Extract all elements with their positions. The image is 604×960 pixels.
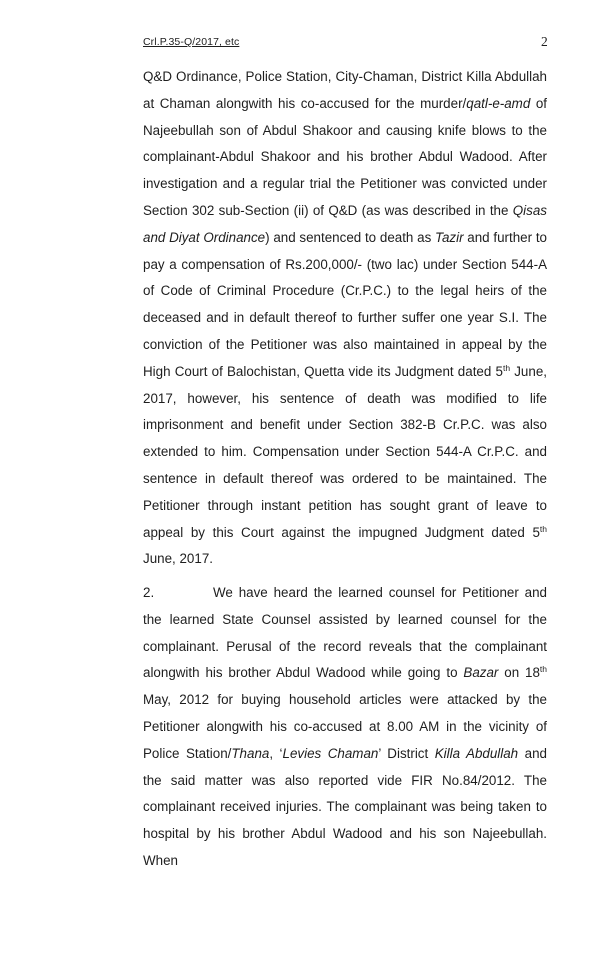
p2-text: and the said matter was also reported vide FIR No.84/2012. The complainant received injuries. The complainant was being taken to hospital by his brother Abdul Wadood and his son Najeebullah. When bbox=[143, 745, 547, 868]
p2-italic-levies: Levies Chaman bbox=[282, 745, 379, 761]
p2-italic-thana: Thana bbox=[231, 745, 270, 761]
p1-superscript: th bbox=[539, 523, 547, 534]
p1-text: Q&D Ordinance, Police Station, City-Chaman, District Killa Abdullah at Chaman alongwith his co-accused for the murder/ bbox=[143, 69, 547, 111]
page-number: 2 bbox=[541, 34, 548, 49]
paragraph-1 bbox=[143, 64, 547, 573]
p1-text: ) and sentenced to death as bbox=[265, 229, 436, 245]
p2-text: We have heard the learned counsel for Petitioner and the learned State Counsel assisted by learned counsel for the complainant. Perusal of the record reveals that the complainant alongwith his brother Abdul Wadood while going to bbox=[143, 585, 547, 681]
p2-text: on 18 bbox=[498, 665, 540, 681]
paragraph-number: 2. bbox=[143, 585, 155, 600]
p1-italic-qatl: qatl-e-amd bbox=[466, 95, 531, 111]
p2-italic-bazar: Bazar bbox=[463, 665, 499, 681]
p1-italic-tazir: Tazir bbox=[435, 229, 464, 245]
p2-italic-killa: Killa Abdullah bbox=[434, 745, 519, 761]
p1-italic-ordinance: Qisas and Diyat Ordinance bbox=[143, 202, 547, 245]
p2-text: ’ District bbox=[378, 745, 435, 761]
paragraph-2 bbox=[143, 580, 547, 875]
p1-superscript: th bbox=[502, 362, 511, 373]
p1-text: and further to pay a compensation of Rs.200,000/- (two lac) under Section 544-A of Code of Criminal Procedure (Cr.P.C.) to the legal heirs of the deceased and in default thereof to further suffer one year S.I. The conviction of the Petitioner was also maintained in appeal by the High Court of Balochistan, Quetta vide its Judgment dated 5 bbox=[143, 229, 547, 379]
case-reference: Crl.P.35-Q/2017, etc bbox=[143, 36, 240, 48]
p1-text: of Najeebullah son of Abdul Shakoor and causing knife blows to the complainant-Abdul Shakoor and his brother Abdul Wadood. After investigation and a regular trial the Petitioner was convicted under Section 302 sub-Section (ii) of Q&D (as was described in the bbox=[143, 95, 548, 218]
p2-text: May, 2012 for buying household articles were attacked by the Petitioner alongwith his co-accused at 8.00 AM in the vicinity of Police Station/ bbox=[143, 692, 547, 761]
p1-text: June, 2017, however, his sentence of death was modified to life imprisonment and benefit under Section 382-B Cr.P.C. was also extended to him. Compensation under Section 544-A Cr.P.C. and sentence in default thereof was ordered to be maintained. The Petitioner through instant petition has sought grant of leave to appeal by this Court against the impugned Judgment dated 5 bbox=[143, 363, 547, 540]
p2-text: , ‘ bbox=[269, 745, 283, 761]
p1-text: June, 2017. bbox=[143, 551, 213, 567]
p2-superscript: th bbox=[539, 664, 548, 675]
